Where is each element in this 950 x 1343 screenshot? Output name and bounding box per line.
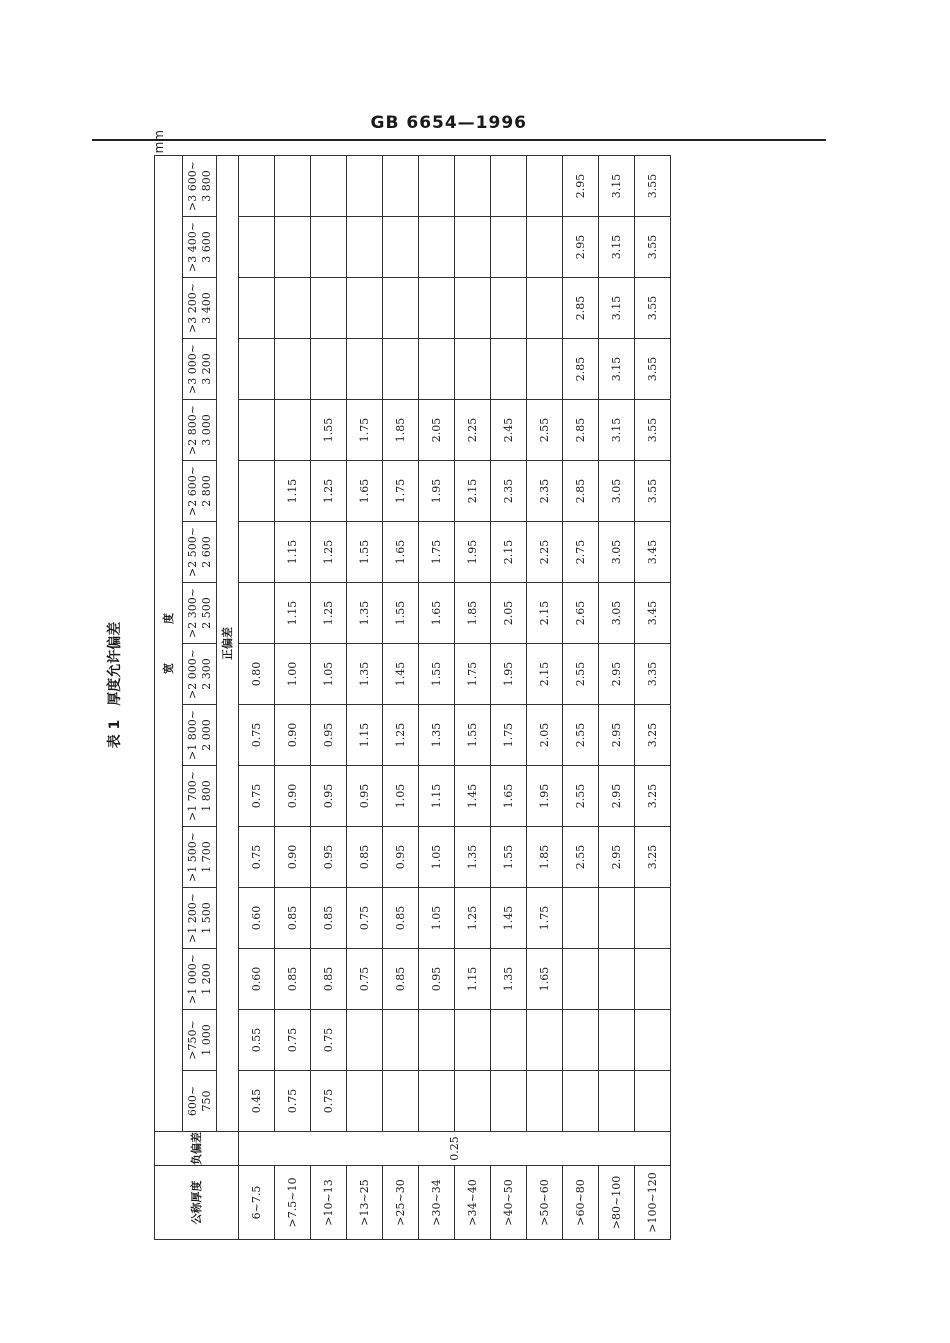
deviation-value-cell: 1.15 [347, 705, 383, 766]
deviation-value-cell [455, 217, 491, 278]
table-row [419, 156, 455, 1240]
deviation-value-cell [599, 1071, 635, 1132]
deviation-value-cell: 1.25 [311, 583, 347, 644]
width-range-top: >3 000~ [185, 344, 199, 394]
width-range-top: >2 800~ [185, 405, 199, 455]
deviation-value-cell: 2.15 [455, 461, 491, 522]
width-range-top: >3 600~ [185, 161, 199, 211]
deviation-value-cell: 1.95 [419, 461, 455, 522]
width-range-bottom: 1 800 [199, 780, 213, 812]
table-row [635, 156, 671, 1240]
deviation-value-cell: 2.95 [599, 766, 635, 827]
deviation-value-cell [599, 949, 635, 1010]
deviation-value-cell: 1.55 [419, 644, 455, 705]
deviation-value-cell: 2.25 [455, 400, 491, 461]
deviation-value-cell: 1.15 [419, 766, 455, 827]
nominal-thickness-cell: >60~80 [563, 1166, 599, 1240]
width-range-bottom: 1 500 [199, 902, 213, 934]
deviation-value-cell: 0.90 [275, 705, 311, 766]
width-range-top: >2 300~ [185, 588, 199, 638]
deviation-value-cell [599, 888, 635, 949]
deviation-value-cell: 2.95 [599, 705, 635, 766]
nominal-thickness-header: 公称厚度 [155, 1166, 239, 1240]
deviation-value-cell [527, 217, 563, 278]
standard-code: GB 6654—1996 [370, 113, 527, 133]
deviation-value-cell: 0.95 [311, 827, 347, 888]
width-range-bottom: 3 000 [199, 414, 213, 446]
deviation-value-cell [347, 1071, 383, 1132]
deviation-value-cell [563, 1010, 599, 1071]
deviation-value-cell [563, 949, 599, 1010]
deviation-value-cell [491, 156, 527, 217]
deviation-value-cell: 1.85 [455, 583, 491, 644]
unit-label: mm [152, 130, 166, 154]
deviation-value-cell [239, 156, 275, 217]
nominal-thickness-cell: >100~120 [635, 1166, 671, 1240]
deviation-value-cell: 3.55 [635, 461, 671, 522]
deviation-value-cell [383, 1071, 419, 1132]
width-range-header [183, 583, 217, 644]
deviation-value-cell: 0.85 [383, 949, 419, 1010]
deviation-value-cell [527, 156, 563, 217]
deviation-value-cell: 1.35 [419, 705, 455, 766]
nominal-thickness-cell: >50~60 [527, 1166, 563, 1240]
deviation-value-cell: 1.15 [455, 949, 491, 1010]
deviation-value-cell [239, 217, 275, 278]
width-range-top: >1 500~ [185, 832, 199, 882]
deviation-value-cell [527, 339, 563, 400]
deviation-value-cell [419, 1010, 455, 1071]
width-range-top: 600~ [185, 1085, 199, 1117]
deviation-value-cell: 0.75 [239, 705, 275, 766]
deviation-value-cell [347, 339, 383, 400]
width-range-top: >3 200~ [185, 283, 199, 333]
width-range-top: >3 400~ [185, 222, 199, 272]
deviation-value-cell [311, 156, 347, 217]
width-range-bottom: 750 [199, 1090, 213, 1112]
table-row [455, 156, 491, 1240]
deviation-value-cell: 0.95 [311, 705, 347, 766]
deviation-value-cell [239, 278, 275, 339]
deviation-value-cell: 2.05 [419, 400, 455, 461]
deviation-value-cell: 3.15 [599, 217, 635, 278]
nominal-thickness-cell: >13~25 [347, 1166, 383, 1240]
deviation-value-cell: 2.35 [491, 461, 527, 522]
width-range-top: >750~ [185, 1020, 199, 1060]
width-range-header [183, 522, 217, 583]
width-range-bottom: 2 500 [199, 597, 213, 629]
deviation-value-cell [311, 217, 347, 278]
deviation-value-cell: 1.45 [383, 644, 419, 705]
deviation-value-cell: 3.25 [635, 827, 671, 888]
deviation-value-cell: 1.55 [311, 400, 347, 461]
width-range-bottom: 3 800 [199, 170, 213, 202]
deviation-value-cell: 2.35 [527, 461, 563, 522]
width-range-header [183, 156, 217, 217]
deviation-value-cell [635, 1071, 671, 1132]
deviation-value-cell [455, 1071, 491, 1132]
deviation-value-cell [635, 949, 671, 1010]
deviation-value-cell: 2.95 [599, 827, 635, 888]
deviation-value-cell: 1.45 [491, 888, 527, 949]
deviation-value-cell: 1.55 [347, 522, 383, 583]
deviation-value-cell: 1.65 [383, 522, 419, 583]
deviation-value-cell: 0.95 [311, 766, 347, 827]
width-range-header [183, 1071, 217, 1132]
nominal-thickness-cell: >10~13 [311, 1166, 347, 1240]
deviation-value-cell: 3.45 [635, 522, 671, 583]
width-range-bottom: 3 600 [199, 231, 213, 263]
deviation-value-cell: 0.75 [275, 1071, 311, 1132]
deviation-value-cell [275, 339, 311, 400]
deviation-value-cell: 1.95 [491, 644, 527, 705]
deviation-value-cell: 2.65 [563, 583, 599, 644]
deviation-value-cell: 3.05 [599, 583, 635, 644]
deviation-value-cell: 1.55 [455, 705, 491, 766]
deviation-value-cell: 1.35 [347, 644, 383, 705]
width-range-bottom: 2 800 [199, 475, 213, 507]
deviation-value-cell [599, 1010, 635, 1071]
width-range-top: >1 200~ [185, 893, 199, 943]
header-row [155, 156, 183, 1240]
deviation-value-cell [383, 217, 419, 278]
deviation-value-cell: 2.25 [527, 522, 563, 583]
width-range-header [183, 766, 217, 827]
deviation-value-cell [347, 278, 383, 339]
width-range-header [183, 888, 217, 949]
deviation-value-cell: 2.85 [563, 400, 599, 461]
deviation-value-cell: 1.95 [455, 522, 491, 583]
deviation-value-cell: 3.05 [599, 461, 635, 522]
deviation-value-cell: 1.15 [275, 583, 311, 644]
deviation-value-cell: 0.45 [239, 1071, 275, 1132]
deviation-value-cell: 0.60 [239, 949, 275, 1010]
deviation-value-cell: 2.85 [563, 278, 599, 339]
deviation-value-cell: 2.55 [527, 400, 563, 461]
width-range-header [183, 400, 217, 461]
deviation-value-cell: 0.90 [275, 766, 311, 827]
deviation-value-cell: 0.85 [275, 888, 311, 949]
deviation-value-cell: 3.35 [635, 644, 671, 705]
deviation-value-cell: 0.75 [347, 888, 383, 949]
deviation-value-cell [455, 156, 491, 217]
deviation-value-cell: 2.05 [491, 583, 527, 644]
deviation-value-cell: 1.05 [419, 888, 455, 949]
deviation-value-cell: 3.15 [599, 156, 635, 217]
nominal-thickness-cell: 6~7.5 [239, 1166, 275, 1240]
deviation-value-cell: 0.90 [275, 827, 311, 888]
deviation-value-cell: 1.55 [491, 827, 527, 888]
deviation-value-cell [347, 1010, 383, 1071]
deviation-value-cell: 1.75 [491, 705, 527, 766]
deviation-value-cell [275, 217, 311, 278]
deviation-value-cell: 0.80 [239, 644, 275, 705]
deviation-value-cell: 0.55 [239, 1010, 275, 1071]
table-row [239, 156, 275, 1240]
rotated-table-block [100, 130, 700, 1240]
width-range-header [183, 278, 217, 339]
width-range-header [183, 217, 217, 278]
deviation-value-cell [491, 217, 527, 278]
nominal-thickness-cell: >30~34 [419, 1166, 455, 1240]
deviation-value-cell: 3.55 [635, 217, 671, 278]
deviation-value-cell: 0.75 [311, 1010, 347, 1071]
deviation-value-cell: 3.25 [635, 766, 671, 827]
deviation-value-cell [455, 339, 491, 400]
deviation-value-cell: 1.15 [275, 461, 311, 522]
deviation-value-cell [347, 217, 383, 278]
deviation-value-cell: 1.25 [311, 461, 347, 522]
nominal-thickness-cell: >25~30 [383, 1166, 419, 1240]
deviation-value-cell: 1.35 [491, 949, 527, 1010]
deviation-value-cell: 2.55 [563, 705, 599, 766]
deviation-value-cell: 3.45 [635, 583, 671, 644]
width-range-header [183, 827, 217, 888]
deviation-value-cell [347, 156, 383, 217]
positive-deviation-label: 正偏差 [217, 156, 239, 1132]
deviation-value-cell: 2.15 [527, 644, 563, 705]
width-range-header [183, 461, 217, 522]
deviation-value-cell [239, 461, 275, 522]
deviation-value-cell: 1.75 [419, 522, 455, 583]
deviation-value-cell: 3.55 [635, 278, 671, 339]
deviation-value-cell: 0.85 [383, 888, 419, 949]
width-range-bottom: 2 600 [199, 536, 213, 568]
width-range-bottom: 2 300 [199, 658, 213, 690]
deviation-value-cell: 3.55 [635, 400, 671, 461]
nominal-thickness-cell: >80~100 [599, 1166, 635, 1240]
deviation-value-cell: 3.55 [635, 156, 671, 217]
deviation-value-cell [383, 1010, 419, 1071]
deviation-value-cell: 1.00 [275, 644, 311, 705]
deviation-value-cell [491, 278, 527, 339]
width-range-row [183, 156, 217, 1240]
deviation-value-cell: 2.55 [563, 827, 599, 888]
width-range-bottom: 2 000 [199, 719, 213, 751]
width-range-top: >1 700~ [185, 771, 199, 821]
deviation-value-cell: 0.75 [311, 1071, 347, 1132]
deviation-value-cell [275, 400, 311, 461]
deviation-value-cell [419, 217, 455, 278]
deviation-value-cell: 1.85 [383, 400, 419, 461]
deviation-value-cell [239, 339, 275, 400]
deviation-value-cell: 2.85 [563, 339, 599, 400]
deviation-value-cell: 2.55 [563, 766, 599, 827]
deviation-value-cell: 0.95 [347, 766, 383, 827]
deviation-value-cell [239, 522, 275, 583]
deviation-value-cell: 1.55 [383, 583, 419, 644]
table-row [311, 156, 347, 1240]
deviation-value-cell: 1.05 [419, 827, 455, 888]
width-range-header [183, 644, 217, 705]
deviation-value-cell [239, 583, 275, 644]
table-row [599, 156, 635, 1240]
deviation-value-cell: 0.60 [239, 888, 275, 949]
deviation-value-cell: 1.45 [455, 766, 491, 827]
deviation-value-cell [527, 278, 563, 339]
width-range-bottom: 1 200 [199, 963, 213, 995]
width-range-header [183, 339, 217, 400]
width-range-header [183, 949, 217, 1010]
deviation-value-cell: 2.15 [527, 583, 563, 644]
negative-deviation-header: 负偏差 [155, 1132, 239, 1166]
deviation-value-cell [419, 1071, 455, 1132]
deviation-value-cell [491, 339, 527, 400]
deviation-value-cell: 2.15 [491, 522, 527, 583]
deviation-value-cell: 2.05 [527, 705, 563, 766]
width-range-top: >2 500~ [185, 527, 199, 577]
deviation-value-cell: 0.75 [275, 1010, 311, 1071]
deviation-value-cell [527, 1071, 563, 1132]
deviation-value-cell: 2.45 [491, 400, 527, 461]
deviation-value-cell: 3.15 [599, 339, 635, 400]
width-range-top: >2 000~ [185, 649, 199, 699]
deviation-value-cell: 1.05 [383, 766, 419, 827]
width-range-top: >1 000~ [185, 954, 199, 1004]
deviation-value-cell [419, 156, 455, 217]
deviation-value-cell [419, 278, 455, 339]
deviation-value-cell [455, 278, 491, 339]
deviation-value-cell: 1.95 [527, 766, 563, 827]
width-range-bottom: 1 700 [199, 841, 213, 873]
deviation-value-cell: 0.85 [311, 949, 347, 1010]
deviation-value-cell: 1.25 [455, 888, 491, 949]
table-row [347, 156, 383, 1240]
deviation-value-cell: 0.85 [275, 949, 311, 1010]
nominal-thickness-cell: >40~50 [491, 1166, 527, 1240]
deviation-value-cell: 1.65 [527, 949, 563, 1010]
width-range-bottom: 1 000 [199, 1024, 213, 1056]
deviation-value-cell [383, 339, 419, 400]
deviation-value-cell [563, 1071, 599, 1132]
deviation-value-cell: 0.85 [311, 888, 347, 949]
deviation-value-cell [311, 278, 347, 339]
deviation-value-cell: 1.65 [491, 766, 527, 827]
deviation-value-cell [383, 278, 419, 339]
deviation-value-cell [635, 1010, 671, 1071]
deviation-value-cell: 1.65 [419, 583, 455, 644]
deviation-value-cell: 1.05 [311, 644, 347, 705]
deviation-value-cell [563, 888, 599, 949]
deviation-value-cell [419, 339, 455, 400]
nominal-thickness-cell: >34~40 [455, 1166, 491, 1240]
deviation-value-cell: 1.15 [275, 522, 311, 583]
table-row [563, 156, 599, 1240]
deviation-value-cell: 2.95 [599, 644, 635, 705]
deviation-value-cell: 0.95 [383, 827, 419, 888]
deviation-value-cell [311, 339, 347, 400]
deviation-value-cell: 3.25 [635, 705, 671, 766]
deviation-value-cell [275, 278, 311, 339]
deviation-value-cell: 1.35 [347, 583, 383, 644]
table-row [383, 156, 419, 1240]
deviation-value-cell: 2.95 [563, 217, 599, 278]
deviation-value-cell [275, 156, 311, 217]
deviation-value-cell: 1.85 [527, 827, 563, 888]
deviation-value-cell [239, 400, 275, 461]
deviation-value-cell: 0.75 [239, 766, 275, 827]
deviation-value-cell: 3.55 [635, 339, 671, 400]
deviation-value-cell: 1.35 [455, 827, 491, 888]
width-range-header [183, 1010, 217, 1071]
width-range-header [183, 705, 217, 766]
deviation-value-cell: 0.85 [347, 827, 383, 888]
table-row [527, 156, 563, 1240]
deviation-value-cell [383, 156, 419, 217]
deviation-value-cell: 0.75 [239, 827, 275, 888]
deviation-value-cell: 3.15 [599, 278, 635, 339]
deviation-value-cell: 2.95 [563, 156, 599, 217]
deviation-value-cell [527, 1010, 563, 1071]
deviation-value-cell [491, 1010, 527, 1071]
deviation-value-cell: 0.95 [419, 949, 455, 1010]
deviation-value-cell: 1.25 [311, 522, 347, 583]
width-range-bottom: 3 400 [199, 292, 213, 324]
deviation-value-cell: 3.15 [599, 400, 635, 461]
table-row [275, 156, 311, 1240]
deviation-value-cell: 1.75 [527, 888, 563, 949]
deviation-value-cell: 2.85 [563, 461, 599, 522]
negative-deviation-value: 0.25 [239, 1132, 671, 1166]
positive-deviation-row [217, 156, 239, 1240]
table-row [491, 156, 527, 1240]
deviation-value-cell: 1.75 [347, 400, 383, 461]
width-range-top: >2 600~ [185, 466, 199, 516]
deviation-value-cell: 1.25 [383, 705, 419, 766]
width-group-header: 宽 度 [155, 156, 183, 1132]
deviation-value-cell [491, 1071, 527, 1132]
deviation-value-cell: 1.75 [455, 644, 491, 705]
deviation-value-cell: 2.75 [563, 522, 599, 583]
deviation-value-cell: 0.75 [347, 949, 383, 1010]
deviation-value-cell: 1.75 [383, 461, 419, 522]
deviation-value-cell: 1.65 [347, 461, 383, 522]
width-range-bottom: 3 200 [199, 353, 213, 385]
deviation-value-cell: 2.55 [563, 644, 599, 705]
width-range-top: >1 800~ [185, 710, 199, 760]
table-title: 表 1 厚度允许偏差 [107, 621, 123, 749]
deviation-value-cell: 3.05 [599, 522, 635, 583]
thickness-tolerance-table [154, 155, 671, 1240]
deviation-value-cell [635, 888, 671, 949]
nominal-thickness-cell: >7.5~10 [275, 1166, 311, 1240]
deviation-value-cell [455, 1010, 491, 1071]
